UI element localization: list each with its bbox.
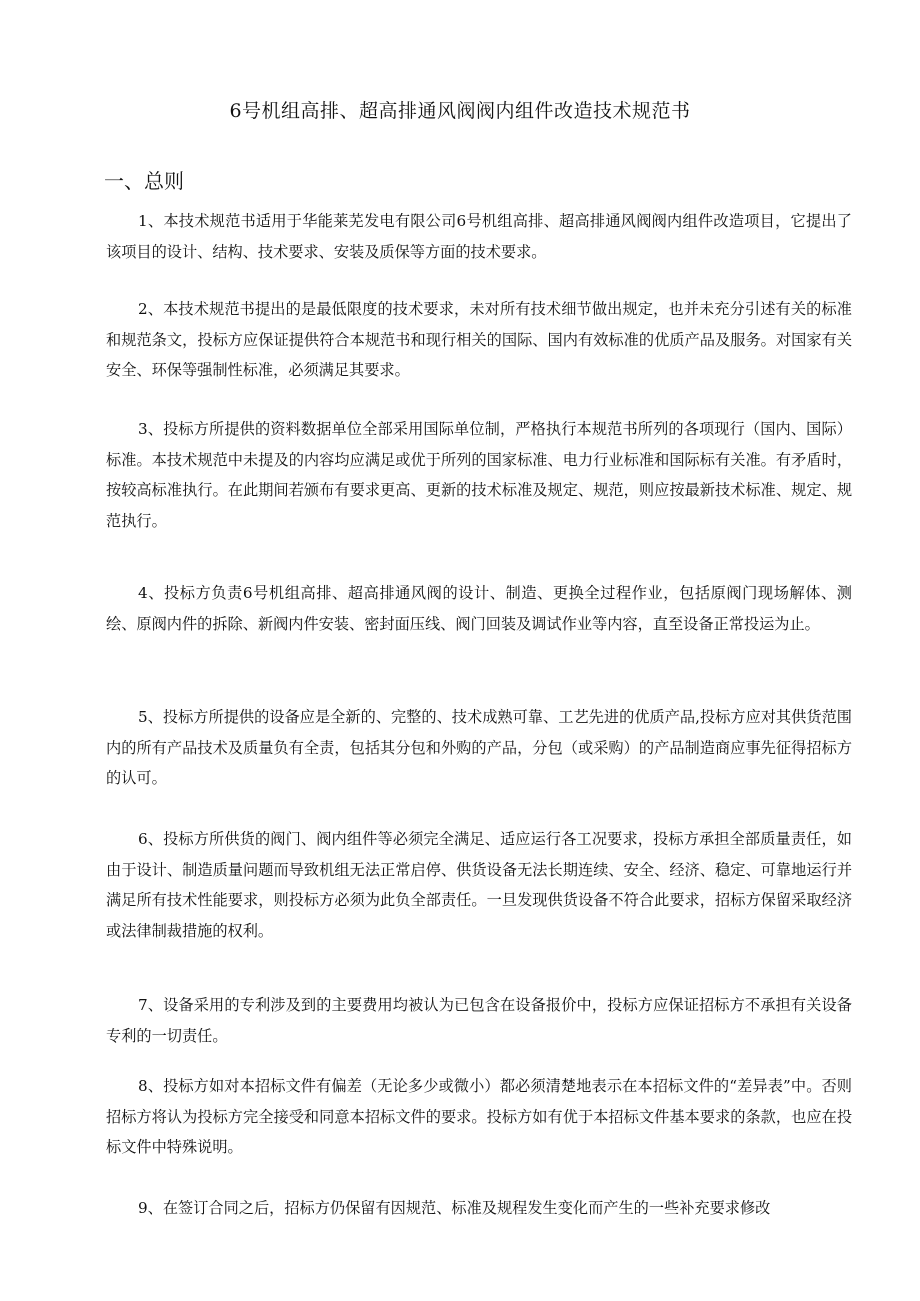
paragraph-8: 8、投标方如对本招标文件有偏差（无论多少或微小）都必须清楚地表示在本招标文件的“差异表”中。否则招标方将认为投标方完全接受和同意本招标文件的要求。投标方如有优于本招标文件基本要求的条款，也应在投标文件中特殊说明。 bbox=[106, 1077, 852, 1156]
paragraph-1: 1、本技术规范书适用于华能莱芜发电有限公司6号机组高排、超高排通风阀阀内组件改造项目，它提出了该项目的设计、结构、技术要求、安装及质保等方面的技术要求。 bbox=[106, 212, 852, 261]
paragraph-9: 9、在签订合同之后，招标方仍保留有因规范、标准及规程发生变化而产生的一些补充要求修改 bbox=[138, 1199, 771, 1217]
paragraph-2: 2、本技术规范书提出的是最低限度的技术要求，未对所有技术细节做出规定，也并未充分引述有关的标准和规范条文，投标方应保证提供符合本规范书和现行相关的国际、国内有效标准的优质产品及服务。对国家有关安全、环保等强制性标准，必须满足其要求。 bbox=[106, 300, 852, 379]
section-heading-general: 一、总则 bbox=[104, 169, 184, 193]
paragraph-7: 7、设备采用的专利涉及到的主要费用均被认为已包含在设备报价中，投标方应保证招标方不承担有关设备专利的一切责任。 bbox=[106, 996, 852, 1045]
paragraph-6: 6、投标方所供货的阀门、阀内组件等必须完全满足、适应运行各工况要求，投标方承担全部质量责任，如由于设计、制造质量问题而导致机组无法正常启停、供货设备无法长期连续、安全、经济、稳定、可靠地运行并满足所有技术性能要求，则投标方必须为此负全部责任。一旦发现供货设备不符合此要求，招标方保留采取经济或法律制裁措施的权利。 bbox=[106, 830, 852, 940]
paragraph-3: 3、投标方所提供的资料数据单位全部采用国际单位制，严格执行本规范书所列的各项现行（国内、国际）标准。本技术规范中未提及的内容均应满足或优于所列的国家标准、电力行业标准和国际标有关准。有矛盾时，按较高标准执行。在此期间若颁布有要求更高、更新的技术标准及规定、规范，则应按最新技术标准、规定、规范执行。 bbox=[106, 420, 852, 530]
paragraph-5: 5、投标方所提供的设备应是全新的、完整的、技术成熟可靠、工艺先进的优质产品,投标方应对其供货范围内的所有产品技术及质量负有全责，包括其分包和外购的产品，分包（或采购）的产品制造商应事先征得招标方的认可。 bbox=[106, 708, 852, 787]
paragraph-4: 4、投标方负责6号机组高排、超高排通风阀的设计、制造、更换全过程作业，包括原阀门现场解体、测绘、原阀内件的拆除、新阀内件安装、密封面压线、阀门回装及调试作业等内容，直至设备正常投运为止。 bbox=[106, 584, 852, 633]
document-title: 6号机组高排、超高排通风阀阀内组件改造技术规范书 bbox=[229, 100, 691, 122]
